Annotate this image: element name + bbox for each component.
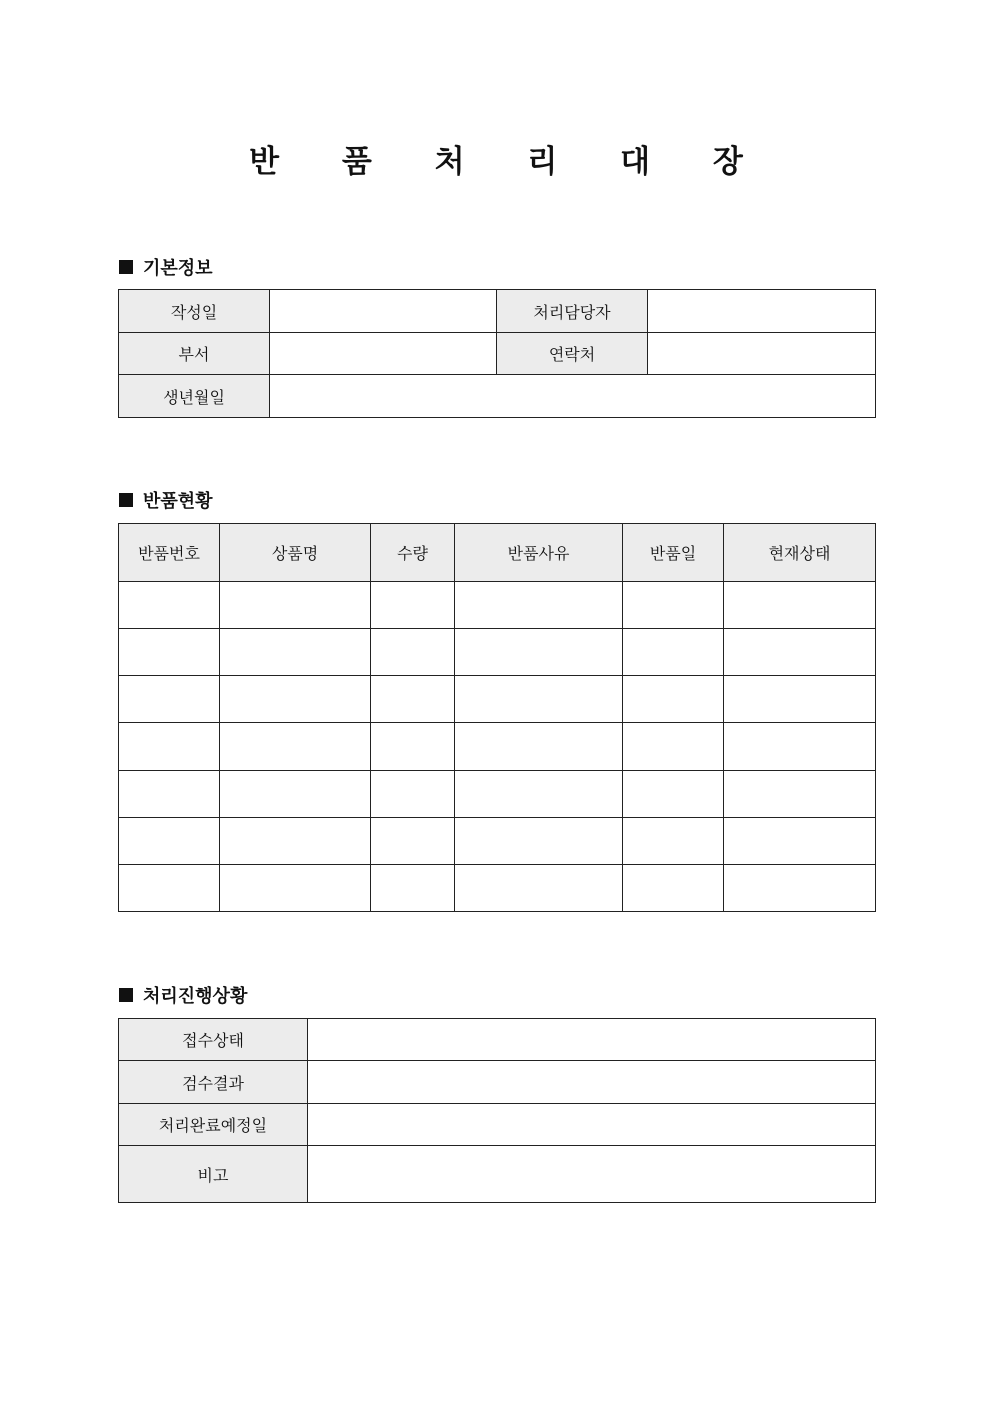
contact-label: 연락처 [497,333,648,375]
quantity-cell[interactable] [371,723,455,771]
department-field[interactable] [270,333,497,375]
return-number-cell[interactable] [119,723,220,771]
square-bullet-icon [119,260,133,274]
table-row [119,818,876,865]
expected-completion-label: 처리완료예정일 [119,1104,308,1146]
quantity-cell[interactable] [371,629,455,676]
return-status-heading-text: 반품현황 [143,491,213,512]
product-name-cell[interactable] [220,629,371,676]
return-number-cell[interactable] [119,676,220,723]
product-name-cell[interactable] [220,676,371,723]
quantity-cell[interactable] [371,865,455,912]
table-row [119,629,876,676]
written-date-field[interactable] [270,290,497,333]
return-date-cell[interactable] [623,629,724,676]
square-bullet-icon [119,493,133,507]
column-header-return-date: 반품일 [623,524,724,582]
current-status-cell[interactable] [724,629,876,676]
table-row [119,771,876,818]
document-title: 반 품 처 리 대 장 [249,144,769,180]
department-label: 부서 [119,333,270,375]
basic-info-heading-text: 기본정보 [143,258,213,279]
return-date-cell[interactable] [623,676,724,723]
return-date-cell[interactable] [623,582,724,629]
handler-label: 처리담당자 [497,290,648,333]
current-status-cell[interactable] [724,771,876,818]
progress-table [118,1018,876,1203]
return-number-cell[interactable] [119,582,220,629]
return-number-cell[interactable] [119,771,220,818]
return-number-cell[interactable] [119,865,220,912]
table-row [119,723,876,771]
quantity-cell[interactable] [371,582,455,629]
quantity-cell[interactable] [371,771,455,818]
column-header-return-number: 반품번호 [119,524,220,582]
current-status-cell[interactable] [724,676,876,723]
return-reason-cell[interactable] [455,582,623,629]
return-number-cell[interactable] [119,818,220,865]
receipt-status-field[interactable] [308,1019,876,1061]
basic-info-heading [119,254,213,280]
return-reason-cell[interactable] [455,818,623,865]
product-name-cell[interactable] [220,723,371,771]
quantity-cell[interactable] [371,676,455,723]
column-header-current-status: 현재상태 [724,524,876,582]
handler-field[interactable] [648,290,876,333]
quantity-cell[interactable] [371,818,455,865]
progress-row [119,1104,876,1146]
return-status-header-row [119,524,876,582]
current-status-cell[interactable] [724,582,876,629]
current-status-cell[interactable] [724,865,876,912]
progress-heading [119,982,247,1008]
table-row [119,582,876,629]
product-name-cell[interactable] [220,771,371,818]
return-date-cell[interactable] [623,723,724,771]
progress-row [119,1019,876,1061]
return-reason-cell[interactable] [455,676,623,723]
table-row [119,676,876,723]
return-reason-cell[interactable] [455,771,623,818]
current-status-cell[interactable] [724,818,876,865]
contact-field[interactable] [648,333,876,375]
basic-info-row [119,375,876,418]
written-date-label: 작성일 [119,290,270,333]
remarks-label: 비고 [119,1146,308,1203]
return-status-heading [119,487,213,513]
return-status-table [118,523,876,912]
return-date-cell[interactable] [623,865,724,912]
return-date-cell[interactable] [623,818,724,865]
table-row [119,865,876,912]
return-reason-cell[interactable] [455,629,623,676]
return-reason-cell[interactable] [455,723,623,771]
progress-heading-text: 처리진행상황 [143,986,248,1007]
return-date-cell[interactable] [623,771,724,818]
progress-row [119,1146,876,1203]
column-header-quantity: 수량 [371,524,455,582]
remarks-field[interactable] [308,1146,876,1203]
square-bullet-icon [119,988,133,1002]
column-header-return-reason: 반품사유 [455,524,623,582]
product-name-cell[interactable] [220,582,371,629]
receipt-status-label: 접수상태 [119,1019,308,1061]
return-number-cell[interactable] [119,629,220,676]
basic-info-row [119,290,876,333]
product-name-cell[interactable] [220,865,371,912]
birth-date-label: 생년월일 [119,375,270,418]
return-reason-cell[interactable] [455,865,623,912]
basic-info-table [118,289,876,418]
product-name-cell[interactable] [220,818,371,865]
inspection-result-field[interactable] [308,1061,876,1104]
basic-info-row [119,333,876,375]
column-header-product-name: 상품명 [220,524,371,582]
expected-completion-field[interactable] [308,1104,876,1146]
current-status-cell[interactable] [724,723,876,771]
progress-row [119,1061,876,1104]
birth-date-field[interactable] [270,375,876,418]
inspection-result-label: 검수결과 [119,1061,308,1104]
